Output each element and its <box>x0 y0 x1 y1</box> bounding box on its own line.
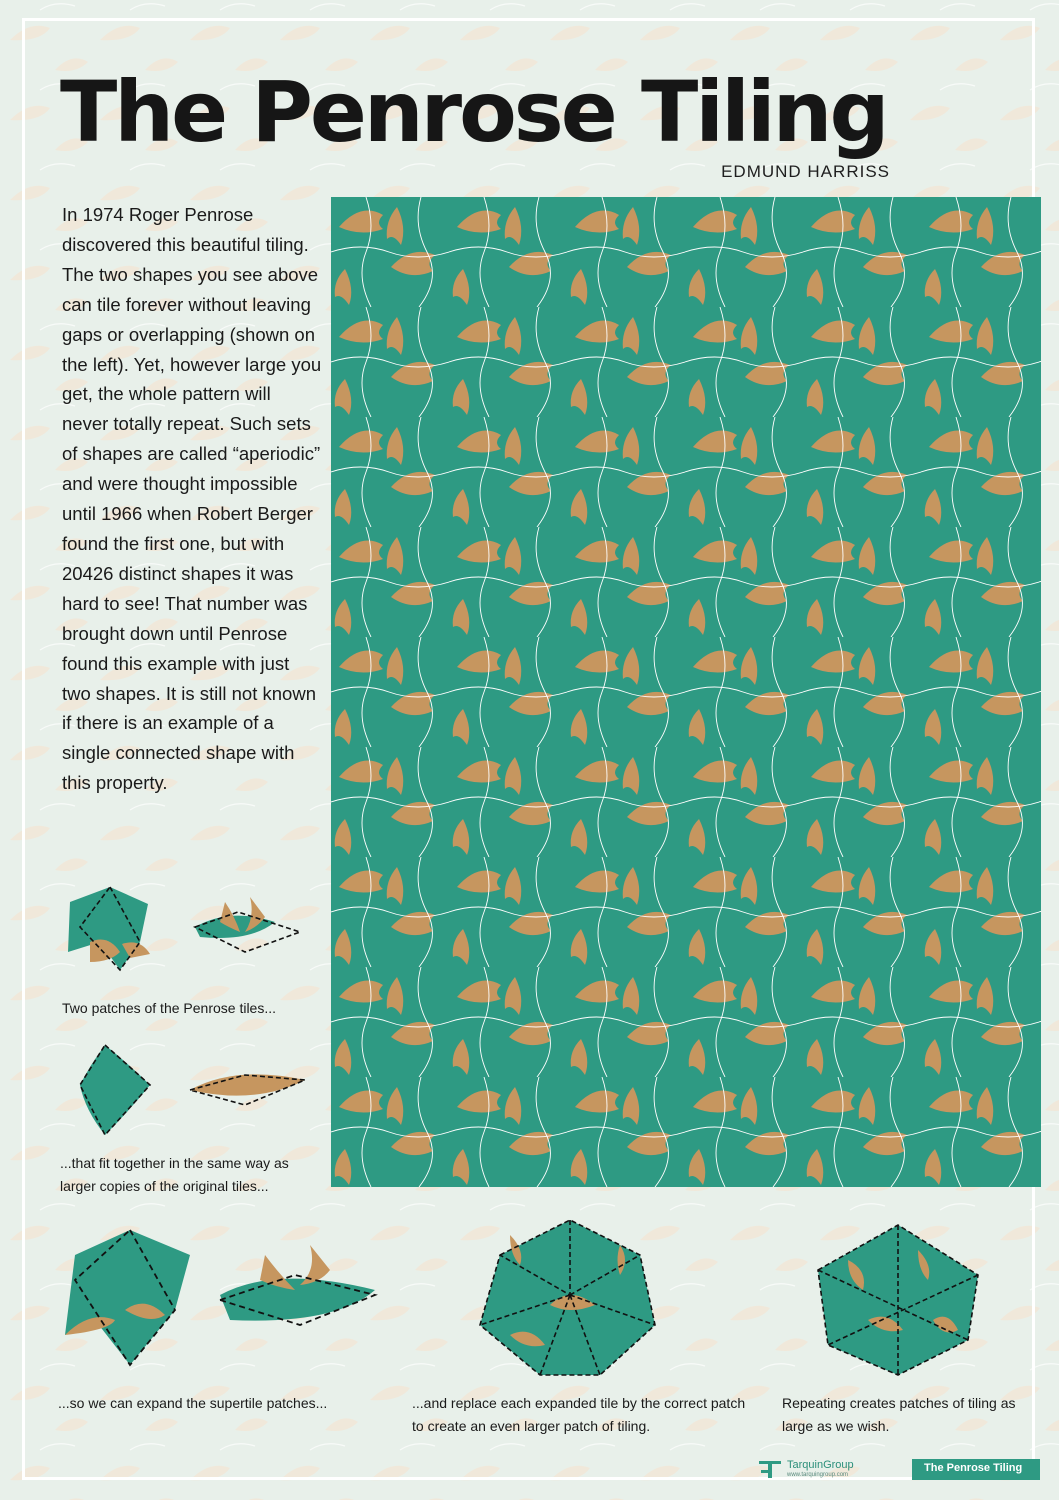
caption-repeat: Repeating creates patches of tiling as large as we wish. <box>782 1395 1016 1434</box>
original-tiles-figure <box>75 1035 315 1140</box>
intro-text: In 1974 Roger Penrose discovered this beautiful tiling. The two shapes you see above can tile forever without leaving gaps or overlapping (shown on the left). Yet, however large you get, the whole pattern will never totally repeat. Such sets of shapes are called “aperiodic” and were thought impossible until 1966 when Robert Berger found the first one, but with 20426 distinct shapes it was hard to see! That number was brought down until Penrose found this example with just two shapes. It is still not known if there is an example of a single connected shape with this property. <box>62 204 322 794</box>
patches-figure <box>60 882 310 982</box>
author-name: EDMUND HARRISS <box>721 162 890 181</box>
caption-fit: ...that fit together in the same way as larger copies of the original tiles... <box>60 1155 289 1194</box>
caption-patches: Two patches of the Penrose tiles... <box>62 1000 277 1016</box>
brand-name: TarquinGroup <box>787 1459 854 1471</box>
expanded-supertiles-figure <box>55 1225 385 1370</box>
larger-patch-figure <box>808 1220 988 1380</box>
brand-url: www.tarquingroup.com <box>787 1472 849 1478</box>
page-title: The Penrose Tiling <box>60 63 887 161</box>
replaced-patch-figure <box>470 1215 670 1380</box>
penrose-tiling-artwork <box>331 197 1041 1187</box>
caption-replace: ...and replace each expanded tile by the correct patch to create an even larger patch of tiling. <box>412 1395 746 1434</box>
tarquin-logo-icon <box>757 1458 783 1480</box>
caption-expand: ...so we can expand the supertile patches... <box>58 1395 328 1411</box>
footer-title: The Penrose Tiling <box>924 1462 1023 1474</box>
